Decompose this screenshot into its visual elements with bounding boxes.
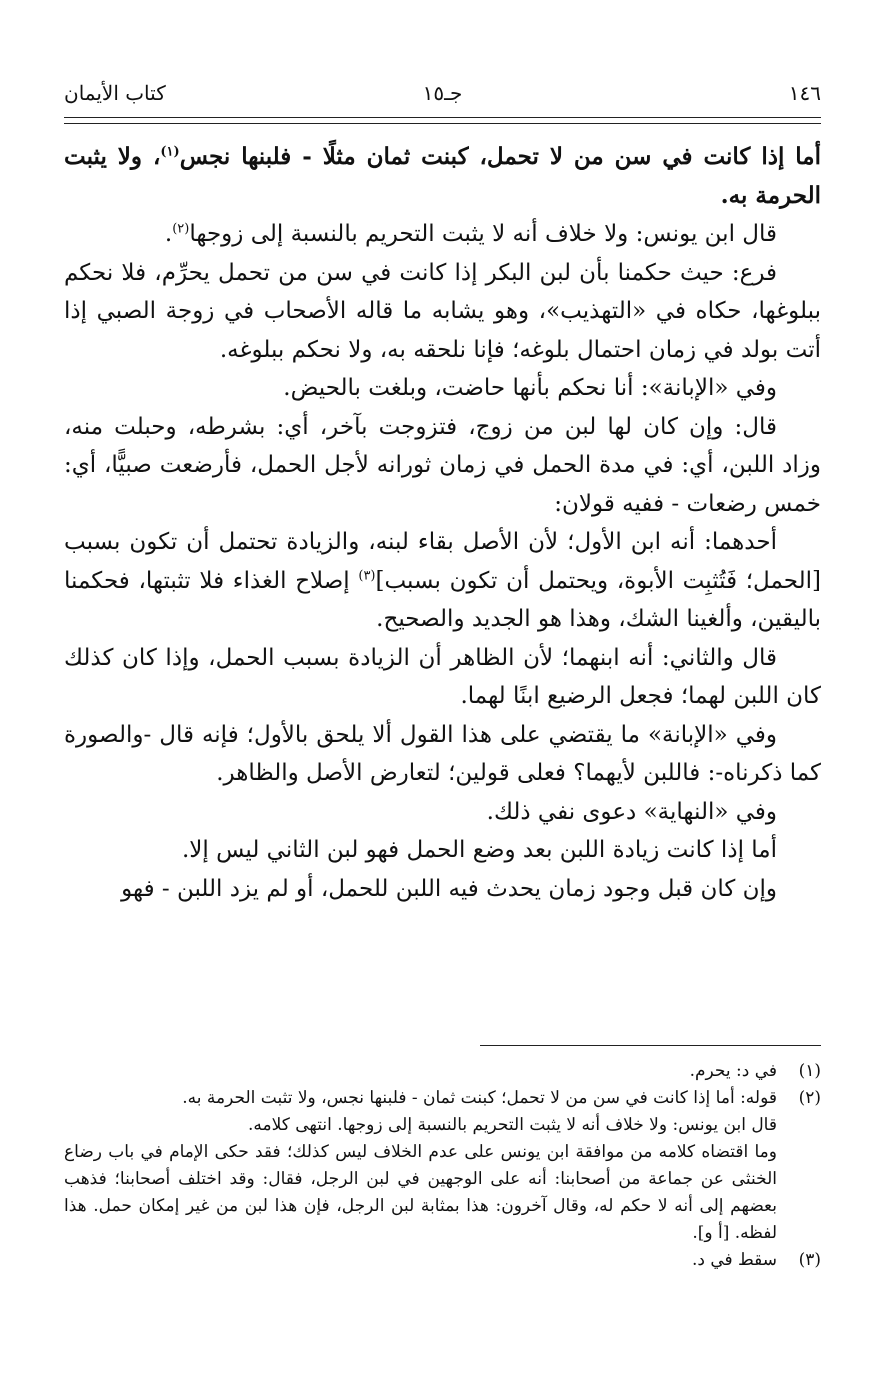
paragraph: وفي «النهاية» دعوى نفي ذلك.: [486, 798, 777, 825]
paragraph: [64, 138, 821, 215]
footnote-body: [64, 1058, 777, 1085]
footnote-line: وما اقتضاه كلامه من موافقة ابن يونس على عدم الخلاف ليس كذلك؛ فقد حكى الإمام في باب رضاع الخنثى عن جماعة من أصحابنا: أنه على الوجهين في لبن الرجل، فقال: وقد اختلف أصحابنا؛ فذهب بعضهم إلى أنه لا حكم له، وقال آخرون: هذا بمثابة لبن الرجل، فإن هذا لبن من غير إمكان حمل. هذا لفظه. [أ و].: [64, 1142, 777, 1243]
footnote: [64, 1058, 821, 1085]
footnote-line: قوله: أما إذا كانت في سن من لا تحمل؛ كبنت ثمان - فلبنها نجس، ولا تثبت الحرمة به.: [182, 1088, 777, 1108]
paragraph-text: أحدهما: أنه ابن الأول؛ لأن الأصل بقاء لبنه، والزيادة تحتمل أن تكون بسبب [الحمل؛ فَتُثبِت الأبوة، ويحتمل أن تكون بسبب]: [64, 529, 821, 594]
footnote-line: سقط في د.: [691, 1250, 777, 1270]
footnote-ref: (٣): [358, 567, 376, 583]
footnote-line: في د: يحرم.: [689, 1061, 777, 1081]
paragraph-text: أما إذا كانت في سن من لا تحمل، كبنت ثمان مثلًا - فلبنها نجس: [179, 143, 821, 170]
footnote-ref: (٢): [172, 221, 190, 237]
paragraph: [64, 523, 821, 639]
main-text: [64, 138, 821, 908]
footnote-ref: (١): [160, 144, 180, 160]
paragraph: قال والثاني: أنه ابنهما؛ لأن الظاهر أن الزيادة بسبب الحمل، وإذا كان كذلك كان اللبن لهما؛ فجعل الرضيع ابنًا لهما.: [64, 644, 821, 709]
footnote: [64, 1085, 821, 1247]
paragraph-text: إصلاح الغذاء فلا تثبتها، فحكمنا باليقين، وألغينا الشك، وهذا هو الجديد والصحيح.: [64, 567, 821, 632]
header-rule: [64, 117, 821, 118]
paragraph: [64, 215, 821, 254]
paragraph: أما إذا كانت زيادة اللبن بعد وضع الحمل فهو لبن الثاني ليس إلا.: [181, 837, 777, 863]
footnote-line: قال ابن يونس: ولا خلاف أنه لا يثبت التحريم بالنسبة إلى زوجها. انتهى كلامه.: [247, 1115, 777, 1135]
paragraph: وفي «الإبانة» ما يقتضي على هذا القول ألا يلحق بالأول؛ فإنه قال -والصورة كما ذكرناه-: فاللبن لأيهما؟ فعلى قولين؛ لتعارض الأصل والظاهر.: [64, 721, 821, 786]
footnote-number: (٣): [798, 1250, 821, 1270]
paragraph: وفي «الإبانة»: أنا نحكم بأنها حاضت، وبلغت بالحيض.: [283, 375, 777, 401]
footnote-rule: [480, 1045, 821, 1046]
page-header: [64, 78, 821, 108]
volume-label: جـ١٥: [422, 81, 463, 105]
paragraph: فرع: حيث حكمنا بأن لبن البكر إذا كانت في سن من تحمل يحرِّم، فلا نحكم ببلوغها، حكاه في «التهذيب»، وهو يشابه ما قاله الأصحاب في زوجة الصبي إذا أتت بولد في زمان احتمال بلوغه؛ فإنا نلحقه به، ولا نحكم ببلوغه.: [64, 259, 821, 363]
book-title: كتاب الأيمان: [64, 81, 166, 105]
header-rule-thin: [64, 123, 821, 124]
footnote-body: [64, 1247, 777, 1274]
footnote-number: (١): [798, 1061, 821, 1081]
footnote-number: (٢): [798, 1088, 821, 1108]
footnote: [64, 1247, 821, 1274]
page-number: ١٤٦: [788, 81, 821, 105]
paragraph: قال: وإن كان لها لبن من زوج، فتزوجت بآخر، أي: بشرطه، وحبلت منه، وزاد اللبن، أي: في مدة الحمل في زمان ثورانه لأجل الحمل، فأرضعت صبيًّا، أي: خمس رضعات - ففيه قولان:: [64, 413, 821, 517]
paragraph-text: ، ولا يثبت الحرمة به.: [64, 143, 821, 209]
paragraph-text: قال ابن يونس: ولا خلاف أنه لا يثبت التحريم بالنسبة إلى زوجها: [189, 221, 777, 247]
paragraph-text: .: [164, 221, 173, 247]
footnotes: [64, 1058, 821, 1274]
paragraph: وإن كان قبل وجود زمان يحدث فيه اللبن للحمل، أو لم يزد اللبن - فهو: [121, 875, 777, 902]
footnote-body: [64, 1085, 777, 1247]
